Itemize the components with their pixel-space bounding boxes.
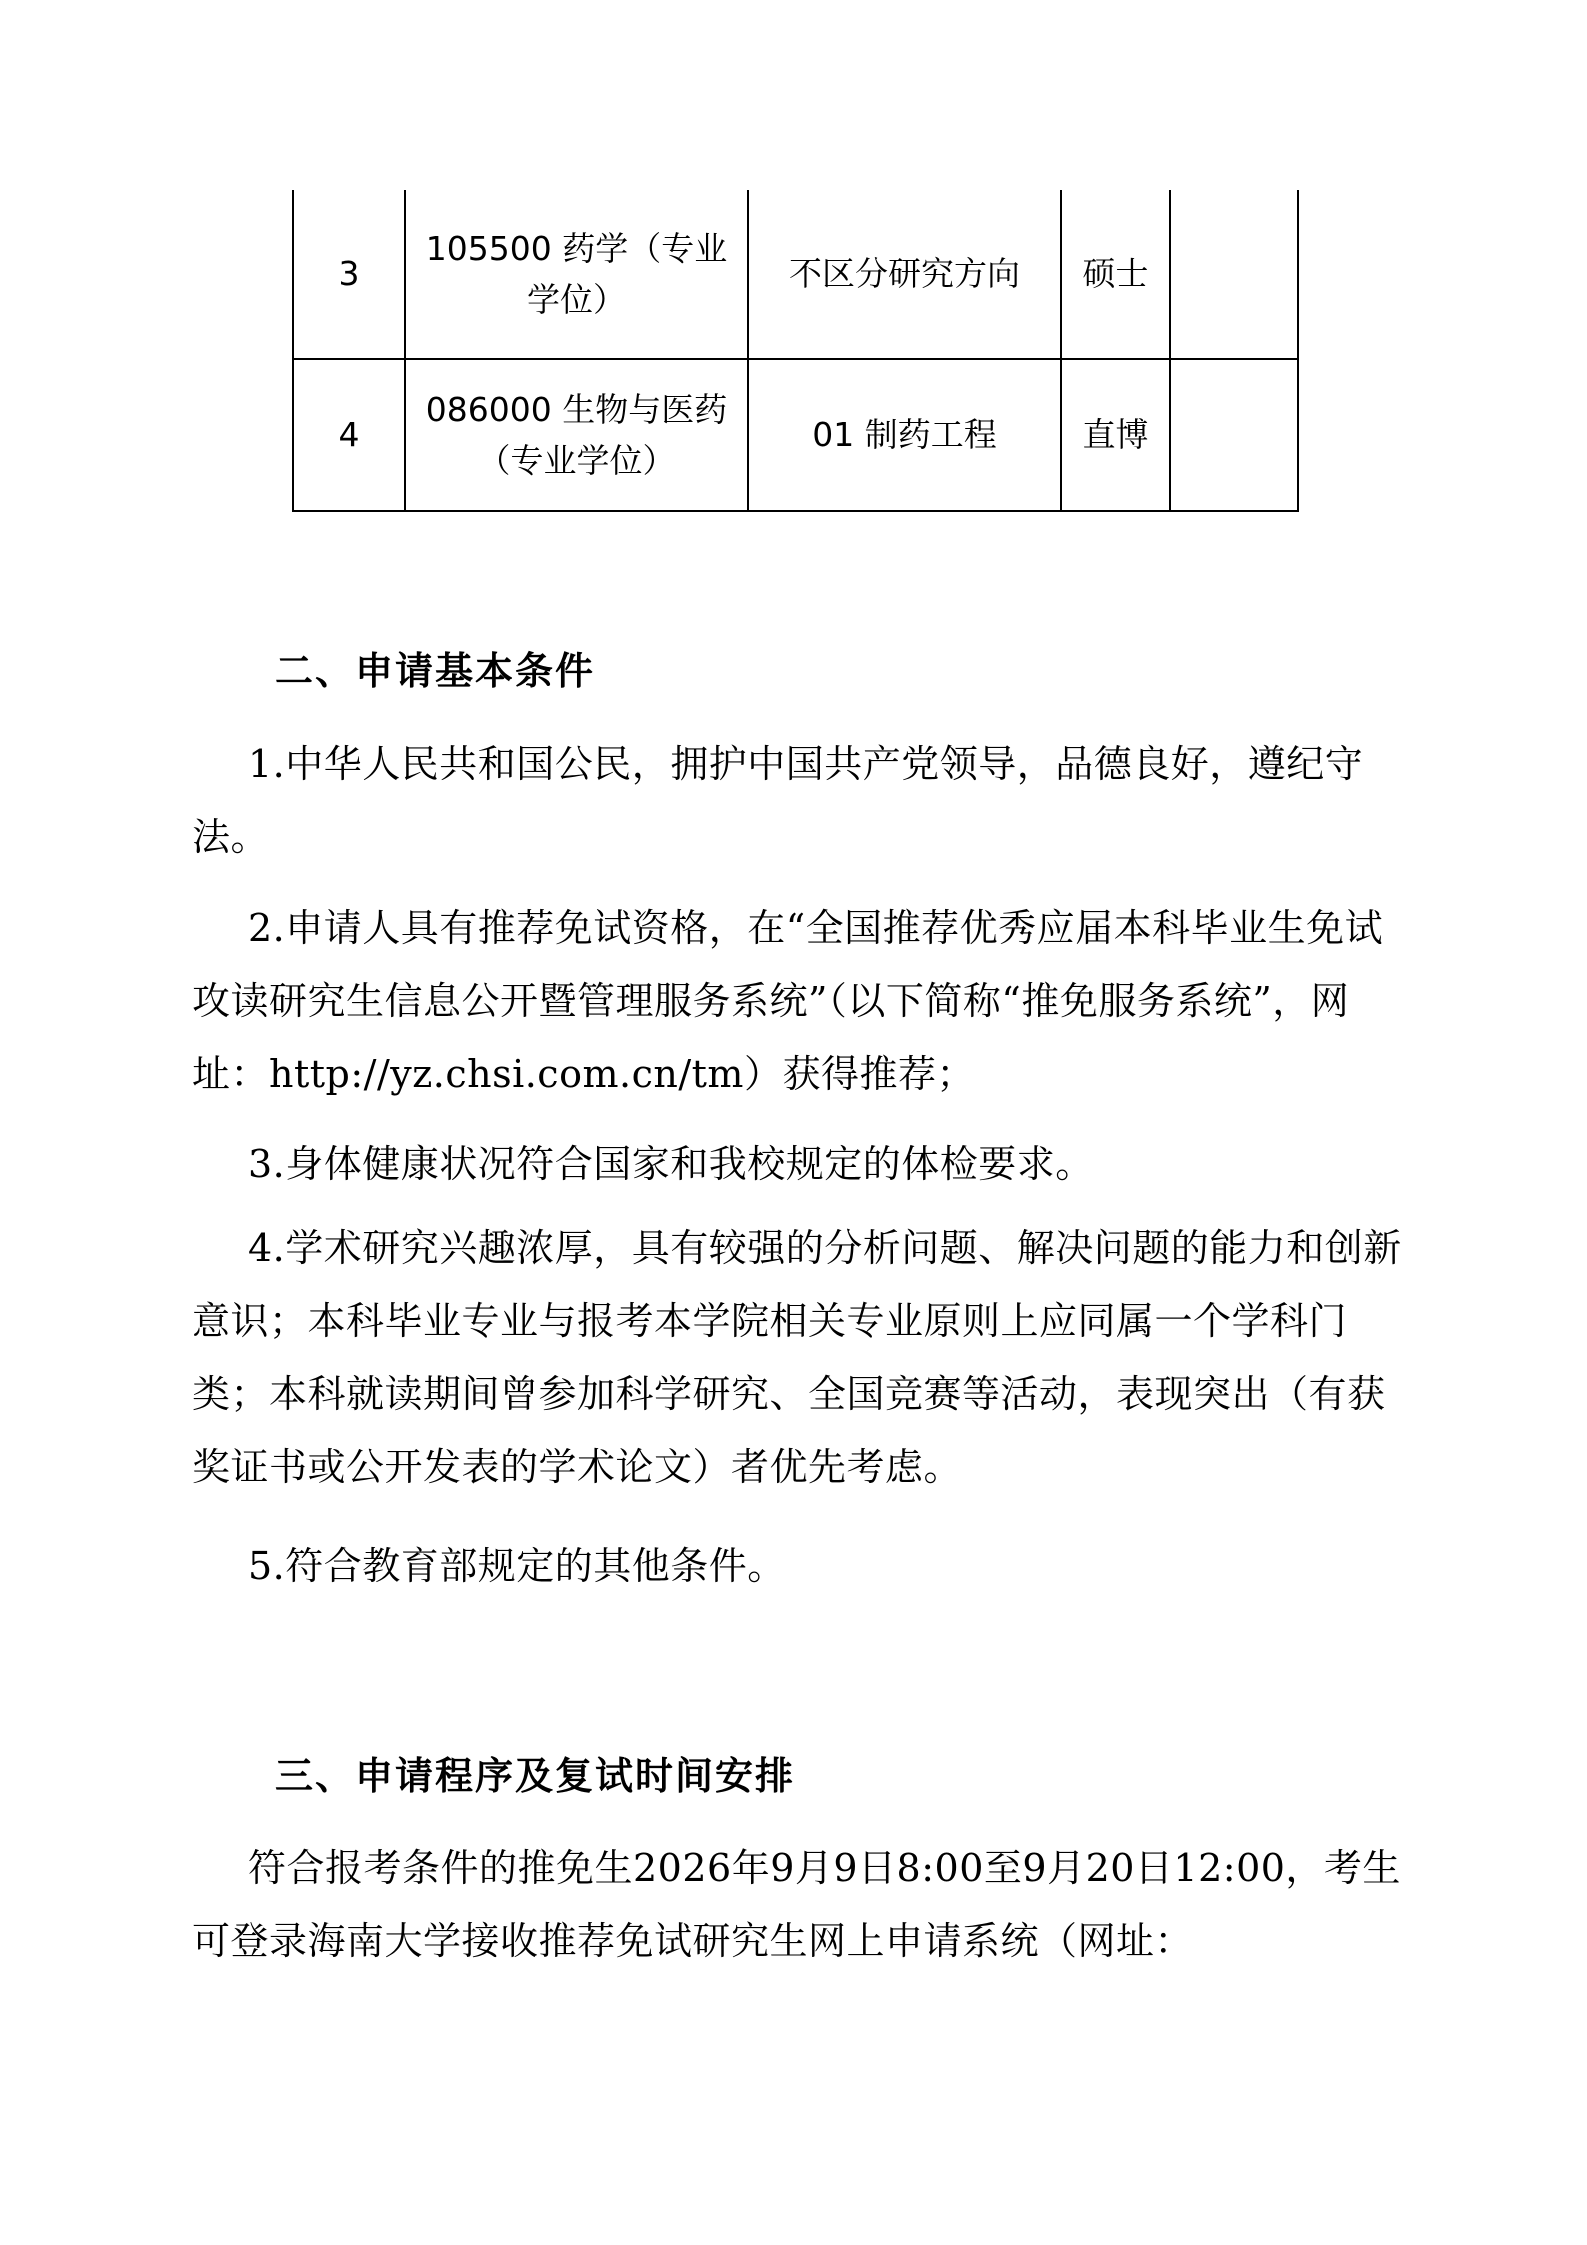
condition-item-2: 2.申请人具有推荐免试资格，在“全国推荐优秀应届本科毕业生免试攻读研究生信息公开暨管理服务系统”（以下简称“推免服务系统”，网址：http://yz.chsi.com.cn/tm）获得推荐； [192,906,1384,1096]
major-cell: 086000 生物与医药（专业学位） [405,359,748,511]
section-heading-basic-conditions: 二、申请基本条件 [275,649,596,693]
remark-cell [1170,190,1298,359]
direction-cell: 01 制药工程 [748,359,1061,511]
program-table [292,190,1299,512]
row-index: 4 [293,359,405,511]
row-index: 3 [293,190,405,359]
condition-item-1: 1.中华人民共和国公民，拥护中国共产党领导，品德良好，遵纪守法。 [192,742,1364,859]
condition-item-4: 4.学术研究兴趣浓厚，具有较强的分析问题、解决问题的能力和创新意识；本科毕业专业与报考本学院相关专业原则上应同属一个学科门类；本科就读期间曾参加科学研究、全国竞赛等活动，表现突出（有获奖证书或公开发表的学术论文）者优先考虑。 [192,1226,1402,1489]
procedure-paragraph: 符合报考条件的推免生2026年9月9日8:00至9月20日12:00，考生可登录海南大学接收推荐免试研究生网上申请系统（网址： [192,1846,1401,1963]
condition-item-3: 3.身体健康状况符合国家和我校规定的体检要求。 [248,1142,1094,1186]
table-row [293,359,1298,511]
direction-cell: 不区分研究方向 [748,190,1061,359]
remark-cell [1170,359,1298,511]
section-heading-procedure: 三、申请程序及复试时间安排 [275,1754,796,1798]
major-cell: 105500 药学（专业学位） [405,190,748,359]
table-row [293,190,1298,359]
degree-cell: 直博 [1061,359,1170,511]
degree-cell: 硕士 [1061,190,1170,359]
condition-item-5: 5.符合教育部规定的其他条件。 [248,1544,786,1588]
